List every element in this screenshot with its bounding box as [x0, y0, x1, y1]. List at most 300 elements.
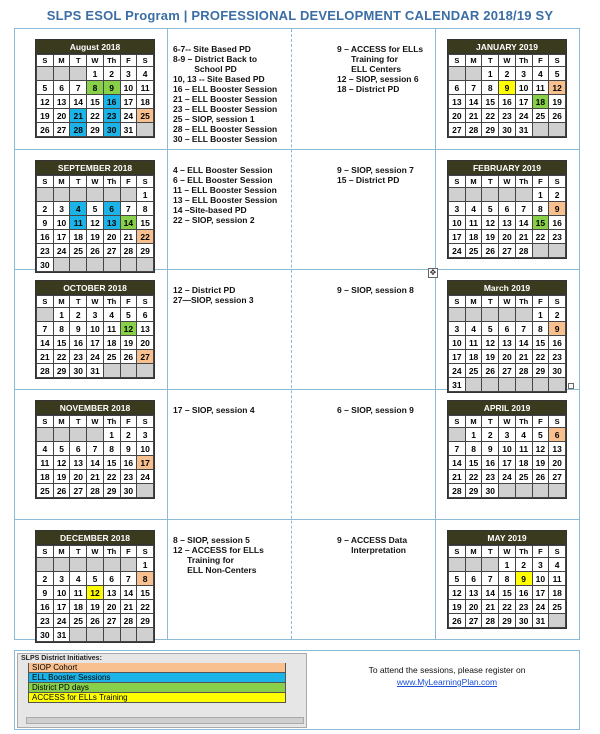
weekday-header: F — [532, 546, 549, 558]
left-events-list — [173, 405, 255, 415]
weekday-header: W — [499, 296, 516, 308]
weekday-header: Th — [515, 546, 532, 558]
day-cell: 18 — [465, 350, 482, 364]
day-cell: 10 — [515, 81, 532, 95]
day-cell — [70, 628, 87, 642]
day-cell: 16 — [499, 95, 516, 109]
weekday-header: W — [499, 55, 516, 67]
day-cell — [53, 428, 70, 442]
month-calendar — [447, 160, 567, 259]
right-events-list — [337, 165, 414, 185]
day-cell: 16 — [37, 230, 54, 244]
day-cell: 21 — [482, 600, 499, 614]
day-cell: 15 — [465, 456, 482, 470]
day-cell: 7 — [449, 442, 466, 456]
day-cell: 17 — [120, 95, 137, 109]
day-cell: 24 — [449, 244, 466, 258]
day-cell — [482, 558, 499, 572]
weekday-header: F — [120, 546, 137, 558]
day-cell: 27 — [449, 123, 466, 137]
weekday-header: M — [465, 546, 482, 558]
day-cell: 5 — [482, 202, 499, 216]
day-cell: 8 — [532, 322, 549, 336]
day-cell — [515, 484, 532, 498]
legend-item: ELL Booster Sessions — [28, 673, 286, 683]
day-cell: 25 — [137, 109, 154, 123]
day-cell — [120, 364, 137, 378]
day-cell: 31 — [87, 364, 104, 378]
event-item: Interpretation — [337, 545, 406, 555]
weekday-header: Th — [515, 176, 532, 188]
day-cell — [532, 123, 549, 137]
legend-item: ACCESS for ELLs Training — [28, 693, 286, 703]
day-cell: 1 — [532, 308, 549, 322]
day-cell: 19 — [482, 350, 499, 364]
day-cell: 12 — [53, 456, 70, 470]
event-item: 10, 13 -- Site Based PD — [173, 74, 265, 84]
day-cell: 10 — [120, 81, 137, 95]
day-cell — [137, 628, 154, 642]
weekday-header: S — [137, 546, 154, 558]
day-cell: 14 — [120, 216, 137, 230]
day-cell: 22 — [465, 470, 482, 484]
weekday-header: W — [87, 296, 104, 308]
resize-handle[interactable] — [568, 383, 574, 389]
day-cell: 28 — [120, 614, 137, 628]
day-cell: 15 — [137, 216, 154, 230]
day-cell: 25 — [103, 350, 120, 364]
day-cell: 1 — [137, 558, 154, 572]
day-cell: 1 — [53, 308, 70, 322]
day-cell: 24 — [499, 470, 516, 484]
event-item: 23 – ELL Booster Session — [173, 104, 278, 114]
day-cell: 9 — [103, 81, 120, 95]
day-cell — [120, 558, 137, 572]
day-cell: 26 — [87, 244, 104, 258]
day-cell: 5 — [87, 572, 104, 586]
day-cell — [70, 67, 87, 81]
day-cell: 8 — [465, 442, 482, 456]
day-cell: 8 — [532, 202, 549, 216]
day-cell: 10 — [532, 572, 549, 586]
day-cell: 17 — [532, 586, 549, 600]
day-cell — [532, 244, 549, 258]
event-item: 9 – SIOP, session 7 — [337, 165, 414, 175]
day-cell — [482, 308, 499, 322]
day-cell: 8 — [137, 202, 154, 216]
day-cell: 15 — [532, 216, 549, 230]
weekday-header: S — [549, 416, 566, 428]
register-note — [315, 665, 579, 687]
day-cell: 10 — [137, 442, 154, 456]
month-row — [15, 29, 579, 150]
day-cell: 16 — [120, 456, 137, 470]
day-cell: 11 — [70, 216, 87, 230]
day-cell: 31 — [120, 123, 137, 137]
day-cell: 2 — [120, 428, 137, 442]
weekday-header: W — [499, 176, 516, 188]
event-item: 14 –Site-based PD — [173, 205, 247, 215]
event-item: 6 – SIOP, session 9 — [337, 405, 414, 415]
event-item: 15 – District PD — [337, 175, 400, 185]
event-item: 8 – SIOP, session 5 — [173, 535, 250, 545]
month-calendar — [447, 400, 567, 499]
event-item: 27—SIOP, session 3 — [173, 295, 254, 305]
month-calendar — [35, 400, 155, 499]
day-cell: 30 — [549, 364, 566, 378]
weekday-header: S — [37, 546, 54, 558]
day-cell: 6 — [53, 81, 70, 95]
event-item: School PD — [173, 64, 237, 74]
day-cell: 18 — [515, 456, 532, 470]
day-cell: 16 — [37, 600, 54, 614]
day-cell: 15 — [482, 95, 499, 109]
day-cell: 22 — [137, 600, 154, 614]
day-cell: 3 — [53, 202, 70, 216]
day-cell: 30 — [70, 364, 87, 378]
day-cell: 20 — [53, 109, 70, 123]
day-cell: 19 — [87, 230, 104, 244]
day-cell: 22 — [482, 109, 499, 123]
day-cell: 26 — [532, 470, 549, 484]
day-cell: 25 — [70, 614, 87, 628]
event-item: 17 – SIOP, session 4 — [173, 405, 255, 415]
day-cell: 8 — [482, 81, 499, 95]
day-cell: 5 — [482, 322, 499, 336]
left-events-list — [173, 285, 254, 305]
day-cell: 11 — [37, 456, 54, 470]
day-cell: 6 — [499, 202, 516, 216]
day-cell: 18 — [532, 95, 549, 109]
day-cell: 13 — [137, 322, 154, 336]
day-cell: 16 — [103, 95, 120, 109]
day-cell: 31 — [449, 378, 466, 392]
day-cell: 12 — [482, 216, 499, 230]
day-cell: 4 — [465, 202, 482, 216]
weekday-header: Th — [103, 546, 120, 558]
day-cell: 23 — [37, 244, 54, 258]
day-cell: 8 — [137, 572, 154, 586]
weekday-header: F — [120, 296, 137, 308]
day-cell: 3 — [515, 67, 532, 81]
day-cell: 12 — [449, 586, 466, 600]
day-cell — [120, 188, 137, 202]
day-cell: 5 — [87, 202, 104, 216]
day-cell: 14 — [87, 456, 104, 470]
day-cell: 20 — [449, 109, 466, 123]
weekday-header: S — [449, 55, 466, 67]
day-cell: 6 — [449, 81, 466, 95]
day-cell: 25 — [465, 244, 482, 258]
day-cell: 7 — [482, 572, 499, 586]
weekday-header: S — [449, 296, 466, 308]
legend-item: SIOP Cohort — [28, 663, 286, 673]
day-cell — [37, 188, 54, 202]
day-cell — [87, 428, 104, 442]
month-name: NOVEMBER 2018 — [36, 401, 154, 415]
day-cell — [449, 428, 466, 442]
day-cell: 4 — [465, 322, 482, 336]
day-cell — [87, 558, 104, 572]
day-cell: 26 — [37, 123, 54, 137]
day-cell: 11 — [137, 81, 154, 95]
day-cell: 1 — [532, 188, 549, 202]
weekday-header: S — [137, 176, 154, 188]
weekday-header: Th — [515, 55, 532, 67]
day-cell: 16 — [549, 216, 566, 230]
day-cell: 17 — [449, 230, 466, 244]
day-cell: 5 — [532, 428, 549, 442]
weekday-header: W — [499, 416, 516, 428]
event-item: 25 – SIOP, session 1 — [173, 114, 255, 124]
day-cell: 18 — [70, 600, 87, 614]
weekday-header: Th — [103, 176, 120, 188]
day-cell: 9 — [37, 586, 54, 600]
day-cell: 10 — [449, 336, 466, 350]
day-cell: 28 — [449, 484, 466, 498]
right-events-list — [337, 535, 407, 555]
event-item: Training for — [173, 555, 234, 565]
day-cell: 2 — [103, 67, 120, 81]
day-cell: 14 — [120, 586, 137, 600]
day-cell: 8 — [499, 572, 516, 586]
day-cell: 23 — [499, 109, 516, 123]
day-cell — [137, 123, 154, 137]
left-events-list — [173, 44, 277, 144]
day-cell — [549, 484, 566, 498]
day-cell: 19 — [482, 230, 499, 244]
day-cell — [532, 484, 549, 498]
day-cell: 23 — [120, 470, 137, 484]
day-cell: 13 — [70, 456, 87, 470]
day-cell: 18 — [465, 230, 482, 244]
day-cell: 12 — [120, 322, 137, 336]
weekday-header: S — [449, 176, 466, 188]
day-cell: 10 — [87, 322, 104, 336]
day-cell — [499, 484, 516, 498]
day-cell: 29 — [103, 484, 120, 498]
day-cell: 7 — [465, 81, 482, 95]
day-cell: 11 — [515, 442, 532, 456]
day-cell: 27 — [499, 244, 516, 258]
day-cell: 24 — [515, 109, 532, 123]
event-item: ELL Non-Centers — [173, 565, 257, 575]
left-events-list — [173, 165, 277, 225]
day-cell: 1 — [87, 67, 104, 81]
day-cell: 26 — [482, 364, 499, 378]
day-cell: 20 — [465, 600, 482, 614]
day-cell: 21 — [120, 600, 137, 614]
weekday-header: W — [87, 55, 104, 67]
day-cell: 29 — [482, 123, 499, 137]
day-cell: 19 — [532, 456, 549, 470]
day-cell: 2 — [549, 188, 566, 202]
day-cell: 28 — [120, 244, 137, 258]
day-cell — [449, 188, 466, 202]
day-cell: 25 — [549, 600, 566, 614]
day-cell: 6 — [103, 202, 120, 216]
day-cell — [120, 628, 137, 642]
month-name: JANUARY 2019 — [448, 40, 566, 54]
weekday-header: S — [37, 176, 54, 188]
day-cell: 13 — [103, 216, 120, 230]
event-item: 11 – ELL Booster Session — [173, 185, 277, 195]
day-cell: 21 — [515, 350, 532, 364]
month-name: SEPTEMBER 2018 — [36, 161, 154, 175]
day-cell: 25 — [532, 109, 549, 123]
weekday-header: T — [482, 55, 499, 67]
day-cell — [482, 188, 499, 202]
day-cell: 28 — [87, 484, 104, 498]
month-calendar — [35, 160, 155, 273]
day-cell: 13 — [499, 336, 516, 350]
legend-box — [17, 653, 307, 728]
day-cell — [449, 67, 466, 81]
day-cell: 22 — [499, 600, 516, 614]
day-cell: 9 — [37, 216, 54, 230]
day-cell: 9 — [499, 81, 516, 95]
event-item: 13 – ELL Booster Session — [173, 195, 278, 205]
day-cell: 8 — [53, 322, 70, 336]
day-cell: 9 — [120, 442, 137, 456]
calendar-grid — [14, 28, 580, 640]
day-cell: 15 — [499, 586, 516, 600]
left-events-list — [173, 535, 264, 575]
event-item: 9 – ACCESS Data — [337, 535, 408, 545]
day-cell: 20 — [70, 470, 87, 484]
day-cell: 18 — [37, 470, 54, 484]
day-cell: 27 — [103, 614, 120, 628]
month-row — [15, 390, 579, 520]
day-cell: 28 — [515, 244, 532, 258]
day-cell: 26 — [482, 244, 499, 258]
day-cell: 23 — [549, 230, 566, 244]
day-cell: 9 — [549, 322, 566, 336]
event-item: 6-7-- Site Based PD — [173, 44, 251, 54]
day-cell — [449, 558, 466, 572]
day-cell: 28 — [465, 123, 482, 137]
day-cell: 28 — [482, 614, 499, 628]
weekday-header: S — [137, 55, 154, 67]
register-link[interactable]: www.MyLearningPlan.com — [396, 677, 498, 687]
day-cell: 3 — [449, 322, 466, 336]
event-item: 12 – SIOP, session 6 — [337, 74, 419, 84]
event-item: 16 – ELL Booster Session — [173, 84, 278, 94]
day-cell: 10 — [449, 216, 466, 230]
day-cell: 17 — [53, 230, 70, 244]
legend-title: SLPS District Initiatives: — [21, 655, 102, 662]
day-cell: 30 — [482, 484, 499, 498]
event-item: 12 – District PD — [173, 285, 236, 295]
legend-section — [14, 650, 580, 730]
day-cell — [53, 558, 70, 572]
day-cell: 27 — [549, 470, 566, 484]
day-cell: 26 — [87, 614, 104, 628]
day-cell — [515, 308, 532, 322]
day-cell: 11 — [70, 586, 87, 600]
day-cell: 4 — [37, 442, 54, 456]
day-cell: 27 — [53, 123, 70, 137]
day-cell: 29 — [532, 364, 549, 378]
event-item: 4 – ELL Booster Session — [173, 165, 273, 175]
day-cell: 19 — [87, 600, 104, 614]
day-cell: 12 — [482, 336, 499, 350]
day-cell: 16 — [482, 456, 499, 470]
day-cell: 18 — [70, 230, 87, 244]
month-name: FEBRUARY 2019 — [448, 161, 566, 175]
weekday-header: W — [87, 546, 104, 558]
day-cell — [53, 67, 70, 81]
day-cell: 2 — [70, 308, 87, 322]
day-cell: 2 — [37, 572, 54, 586]
event-item: 9 – SIOP, session 8 — [337, 285, 414, 295]
event-item: 18 – District PD — [337, 84, 400, 94]
weekday-header: S — [549, 296, 566, 308]
day-cell: 26 — [549, 109, 566, 123]
move-handle-icon[interactable]: ✥ — [429, 268, 437, 277]
day-cell: 21 — [37, 350, 54, 364]
day-cell — [70, 188, 87, 202]
day-cell: 8 — [103, 442, 120, 456]
day-cell — [70, 428, 87, 442]
day-cell: 13 — [449, 95, 466, 109]
event-item: 12 – ACCESS for ELLs — [173, 545, 264, 555]
day-cell: 6 — [103, 572, 120, 586]
day-cell: 26 — [449, 614, 466, 628]
day-cell: 14 — [449, 456, 466, 470]
weekday-header: F — [120, 55, 137, 67]
weekday-header: S — [137, 416, 154, 428]
day-cell: 29 — [87, 123, 104, 137]
day-cell: 1 — [482, 67, 499, 81]
weekday-header: M — [465, 176, 482, 188]
day-cell: 19 — [120, 336, 137, 350]
day-cell — [103, 188, 120, 202]
day-cell: 22 — [532, 350, 549, 364]
month-calendar — [35, 280, 155, 379]
event-item: 28 – ELL Booster Session — [173, 124, 278, 134]
day-cell: 3 — [120, 67, 137, 81]
day-cell — [465, 558, 482, 572]
day-cell: 29 — [499, 614, 516, 628]
day-cell: 14 — [37, 336, 54, 350]
weekday-header: T — [70, 546, 87, 558]
day-cell: 4 — [515, 428, 532, 442]
day-cell: 30 — [37, 628, 54, 642]
day-cell: 11 — [465, 216, 482, 230]
day-cell: 15 — [53, 336, 70, 350]
day-cell — [549, 244, 566, 258]
day-cell: 20 — [499, 350, 516, 364]
day-cell: 12 — [87, 586, 104, 600]
month-calendar — [447, 280, 567, 393]
day-cell: 3 — [499, 428, 516, 442]
day-cell — [137, 364, 154, 378]
month-calendar — [447, 530, 567, 629]
day-cell: 4 — [70, 572, 87, 586]
weekday-header: F — [532, 296, 549, 308]
day-cell: 16 — [549, 336, 566, 350]
day-cell: 16 — [515, 586, 532, 600]
day-cell — [37, 428, 54, 442]
day-cell: 22 — [87, 109, 104, 123]
day-cell — [465, 308, 482, 322]
weekday-header: M — [53, 55, 70, 67]
day-cell: 20 — [499, 230, 516, 244]
day-cell: 9 — [549, 202, 566, 216]
day-cell: 27 — [137, 350, 154, 364]
day-cell: 12 — [37, 95, 54, 109]
